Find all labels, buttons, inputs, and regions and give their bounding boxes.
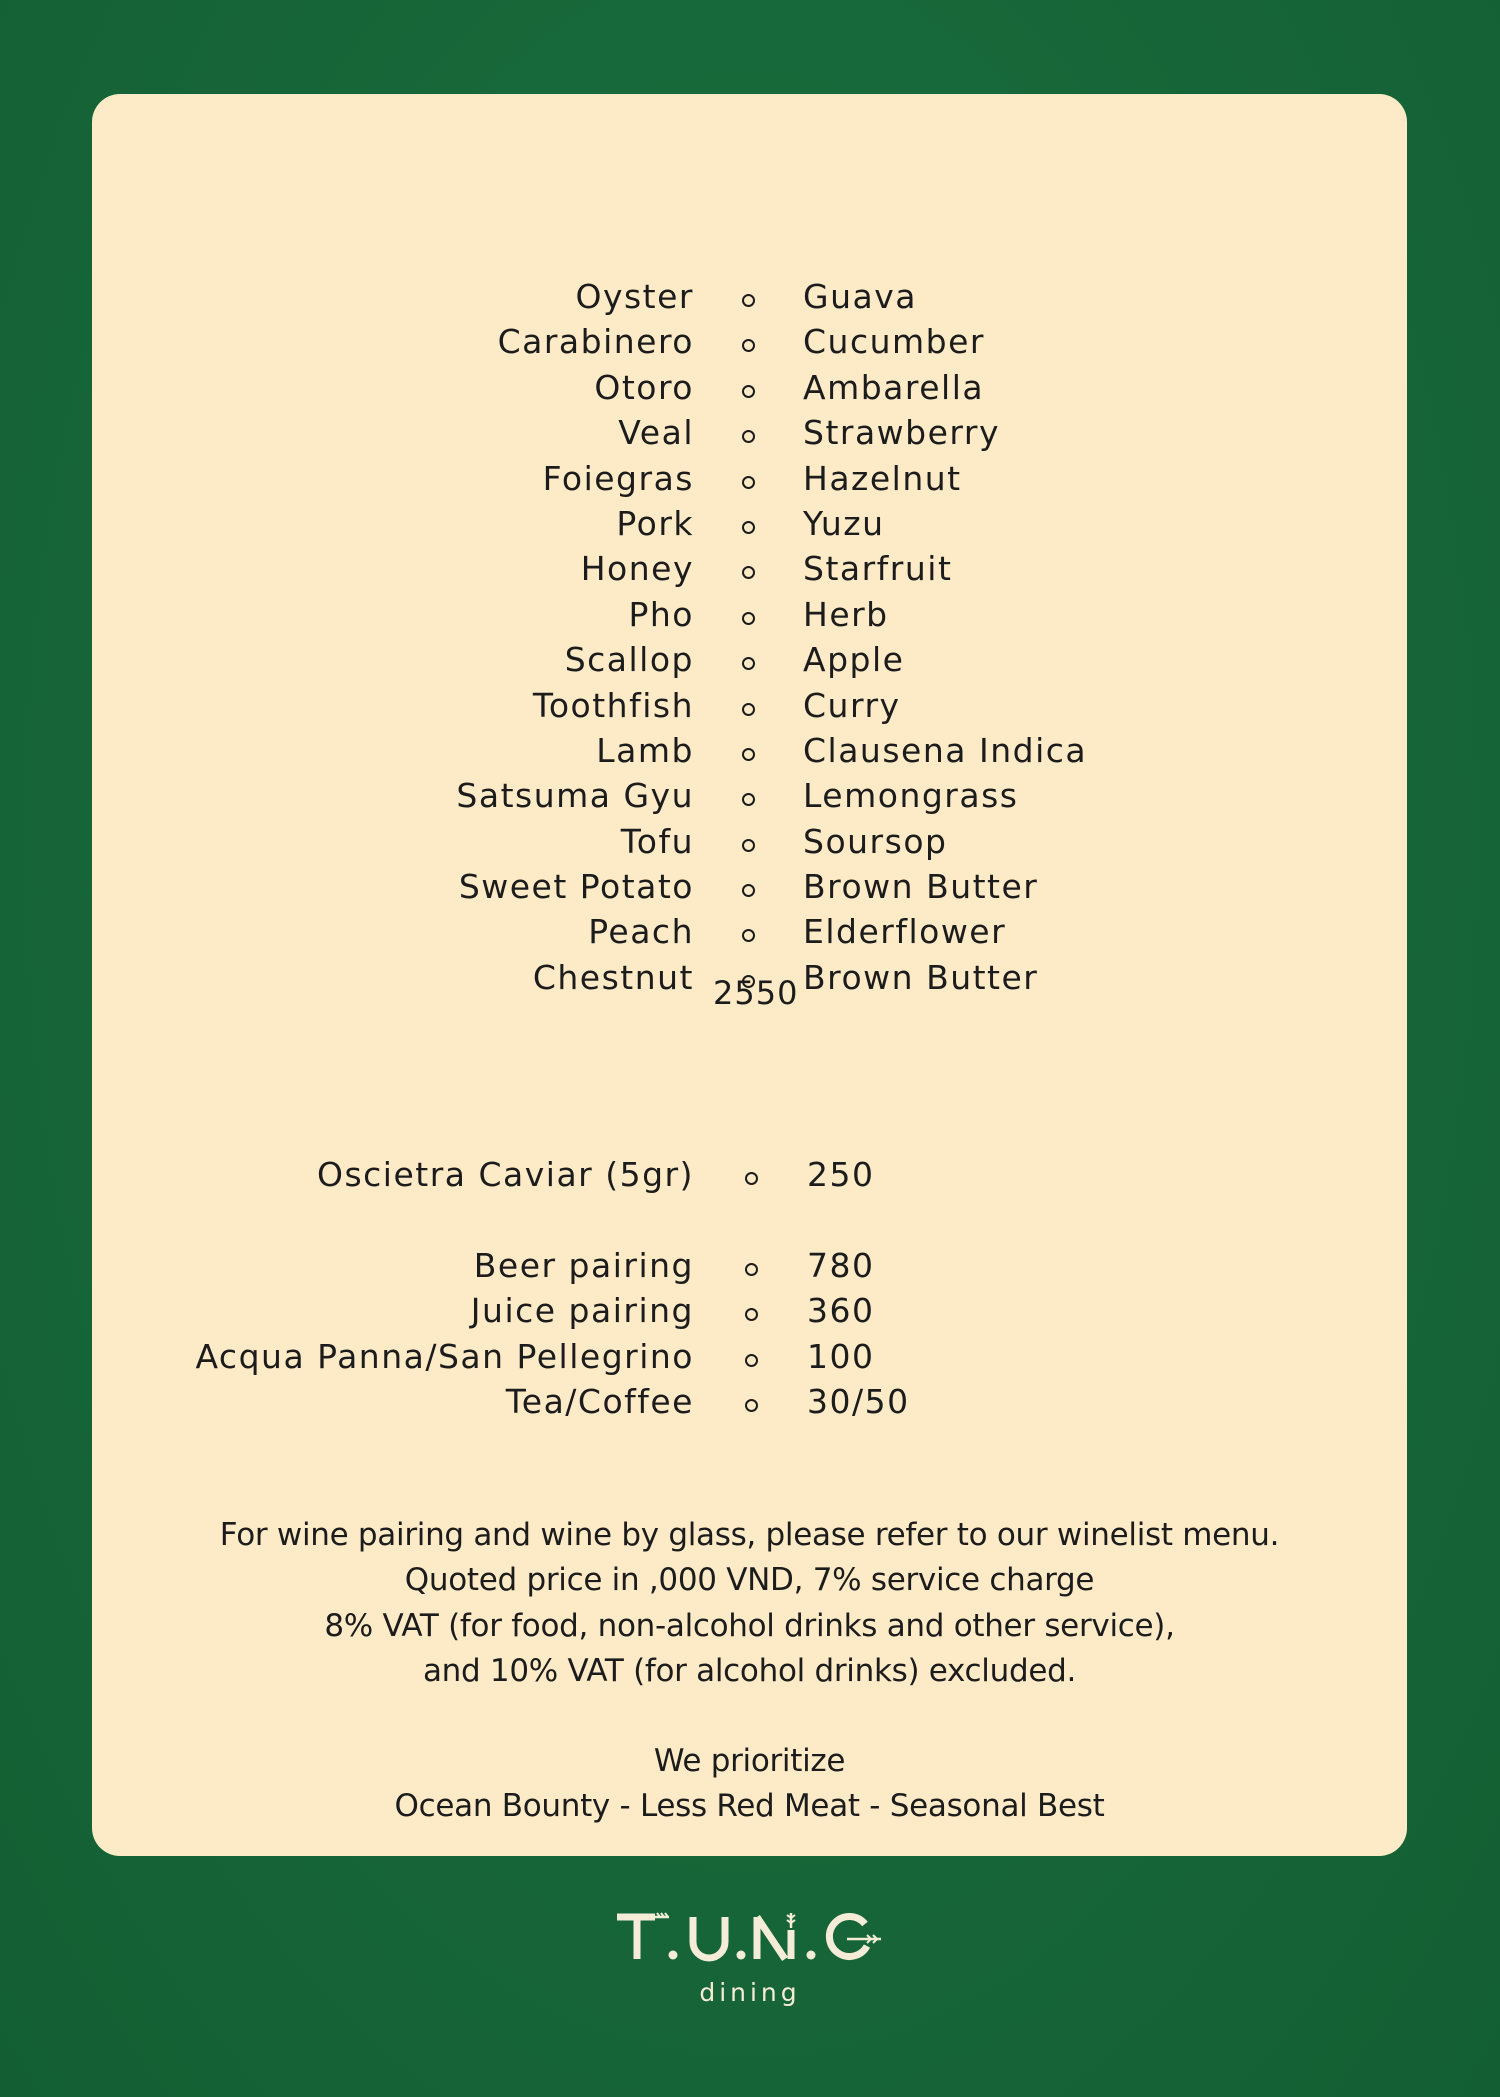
menu-row — [92, 413, 1407, 458]
menu-row — [92, 1291, 1407, 1336]
menu-row — [92, 640, 1407, 685]
bullet-circle-icon — [742, 748, 755, 761]
bullet-circle-icon — [742, 521, 755, 534]
bullet-circle-icon — [745, 1263, 758, 1276]
menu-row-left: Acqua Panna/San Pellegrino — [195, 1336, 694, 1376]
menu-row-right: Apple — [803, 640, 905, 680]
bullet-circle-icon — [745, 1308, 758, 1321]
menu-row-right: Clausena Indica — [803, 730, 1088, 770]
menu-row — [92, 686, 1407, 731]
menu-row — [92, 1337, 1407, 1382]
brand-subtitle: dining — [699, 1978, 801, 2007]
menu-row-right: 100 — [807, 1336, 875, 1376]
menu-row-left: Satsuma Gyu — [456, 776, 694, 816]
menu-row — [92, 776, 1407, 821]
menu-row — [92, 1155, 1407, 1200]
menu-row-left: Toothfish — [532, 685, 694, 725]
menu-row-left: Scallop — [564, 640, 694, 680]
menu-row-left: Sweet Potato — [458, 867, 694, 907]
brand-logo — [0, 1912, 1500, 2007]
note-line: Quoted price in ,000 VND, 7% service charge — [404, 1562, 1095, 1599]
menu-row-right: Herb — [803, 594, 889, 634]
bullet-circle-icon — [742, 612, 755, 625]
menu-row — [92, 322, 1407, 367]
set-menu-price: 2550 — [713, 974, 799, 1012]
priority-heading: We prioritize — [653, 1743, 846, 1779]
bullet-circle-icon — [742, 793, 755, 806]
menu-row — [92, 459, 1407, 504]
note-line: 8% VAT (for food, non-alcohol drinks and other service), — [324, 1607, 1175, 1644]
menu-row-left: Peach — [588, 912, 694, 952]
menu-row — [92, 1246, 1407, 1291]
bullet-circle-icon — [745, 1172, 758, 1185]
menu-row-right: Ambarella — [803, 367, 985, 407]
menu-row — [92, 867, 1407, 912]
menu-row — [92, 549, 1407, 594]
drink-list — [92, 1246, 1407, 1428]
menu-row-right: Yuzu — [803, 503, 885, 543]
menu-row-left: Pho — [628, 594, 694, 634]
menu-row — [92, 731, 1407, 776]
pricing-notes — [92, 1513, 1407, 1694]
menu-row-right: Brown Butter — [803, 867, 1039, 907]
bullet-circle-icon — [742, 839, 755, 852]
addon-list — [92, 1155, 1407, 1200]
menu-row-right: Guava — [803, 277, 917, 316]
menu-row-right: Hazelnut — [803, 458, 962, 498]
note-line: and 10% VAT (for alcohol drinks) excluded. — [422, 1652, 1077, 1689]
bullet-circle-icon — [742, 430, 755, 443]
priority-statement — [92, 1739, 1407, 1830]
menu-row-left: Beer pairing — [473, 1246, 694, 1285]
menu-row-right: Soursop — [803, 821, 948, 861]
menu-row-left: Lamb — [596, 730, 694, 770]
menu-row-left: Oyster — [575, 277, 694, 316]
menu-row-right: Lemongrass — [803, 776, 1019, 816]
tung-logo-icon — [615, 1912, 885, 1964]
menu-row-left: Tea/Coffee — [505, 1382, 694, 1422]
menu-row — [92, 277, 1407, 322]
bullet-circle-icon — [742, 294, 755, 307]
menu-row-left: Juice pairing — [470, 1291, 694, 1331]
menu-row — [92, 912, 1407, 957]
menu-row-right: Cucumber — [803, 322, 985, 362]
menu-row-right: 360 — [807, 1291, 875, 1331]
menu-row — [92, 1382, 1407, 1427]
bullet-circle-icon — [742, 929, 755, 942]
menu-row-right: 250 — [807, 1155, 875, 1194]
menu-row-right: Brown Butter — [803, 957, 1039, 997]
menu-row — [92, 504, 1407, 549]
priority-line: Ocean Bounty - Less Red Meat - Seasonal Best — [394, 1788, 1105, 1825]
bullet-circle-icon — [742, 385, 755, 398]
bullet-circle-icon — [742, 884, 755, 897]
menu-row-right: 780 — [807, 1246, 875, 1285]
menu-row-left: Veal — [618, 413, 694, 453]
bullet-circle-icon — [742, 566, 755, 579]
menu-row — [92, 368, 1407, 413]
bullet-circle-icon — [742, 657, 755, 670]
menu-row-left: Chestnut — [532, 957, 694, 997]
bullet-circle-icon — [745, 1354, 758, 1367]
menu-row-left: Pork — [616, 503, 694, 543]
menu-row-left: Foiegras — [542, 458, 694, 498]
menu-row-left: Otoro — [594, 367, 694, 407]
bullet-circle-icon — [745, 1399, 758, 1412]
bullet-circle-icon — [742, 339, 755, 352]
menu-row-left: Honey — [580, 549, 694, 589]
menu-row-left: Oscietra Caviar (5gr) — [316, 1155, 694, 1194]
bullet-circle-icon — [742, 476, 755, 489]
menu-row-left: Tofu — [620, 821, 694, 861]
course-list — [92, 277, 1407, 1003]
menu-row — [92, 822, 1407, 867]
menu-row-right: 30/50 — [807, 1382, 910, 1422]
menu-row — [92, 595, 1407, 640]
menu-row-right: Starfruit — [803, 549, 953, 589]
menu-row-right: Strawberry — [803, 413, 1000, 453]
bullet-circle-icon — [742, 703, 755, 716]
menu-row-right: Curry — [803, 685, 901, 725]
menu-card — [92, 94, 1407, 1856]
menu-row-left: Carabinero — [497, 322, 694, 362]
note-line: For wine pairing and wine by glass, please refer to our winelist menu. — [219, 1517, 1280, 1553]
menu-row-right: Elderflower — [803, 912, 1007, 952]
